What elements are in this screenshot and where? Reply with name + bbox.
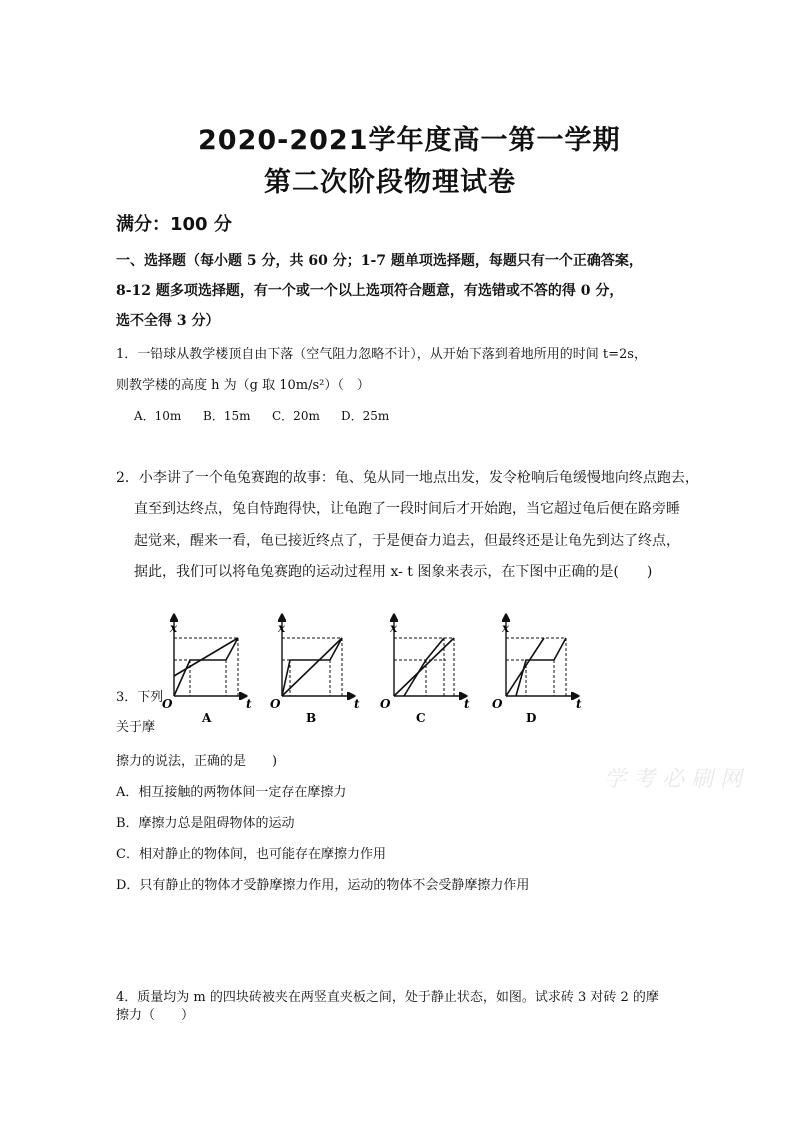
graph-b-t-axis-label: t <box>354 697 360 711</box>
q3-prefix-line2: 关于摩 <box>116 720 156 735</box>
q1-line1: 1．一铅球从教学楼顶自由下落（空气阻力忽略不计），从开始下落到着地所用的时间 t=2s， <box>116 347 647 362</box>
section1-line1: 一、选择题（每小题 5 分，共 60 分；1-7 题单项选择题，每题只有一个正确答案， <box>116 253 643 269</box>
graph-d-x-axis-label: x <box>502 621 510 635</box>
graph-a-x-axis-label: x <box>170 621 178 635</box>
q3-option-b: B．摩擦力总是阻碍物体的运动 <box>116 816 295 831</box>
graph-a-origin: O <box>162 697 173 711</box>
graph-c <box>394 615 466 696</box>
graph-d-t-axis-label: t <box>576 697 582 711</box>
graph-d <box>506 615 578 696</box>
graph-b <box>282 615 354 696</box>
xt-graphs-figure <box>160 610 590 735</box>
q3-stem: 擦力的说法，正确的是 ) <box>116 754 278 769</box>
exam-title-line2: 第二次阶段物理试卷 <box>264 167 516 198</box>
q2-line2: 直至到达终点，兔自恃跑得快，让龟跑了一段时间后才开始跑，当它超过龟后便在路旁睡 <box>134 501 680 517</box>
q3-prefix-line1: 3．下列 <box>116 690 164 705</box>
graph-b-origin: O <box>270 697 281 711</box>
graph-d-origin: O <box>492 697 503 711</box>
q1-option-d: D．25m <box>341 409 390 423</box>
q2-line4: 据此，我们可以将龟兔赛跑的运动过程用 x- t 图象来表示，在下图中正确的是( ) <box>134 564 653 580</box>
exam-title-line1: 2020-2021学年度高一第一学期 <box>198 125 621 156</box>
q2-line3: 起觉来，醒来一看，龟已接近终点了，于是便奋力追去，但最终还是让龟先到达了终点， <box>134 533 680 549</box>
q3-option-a: A．相互接触的两物体间一定存在摩擦力 <box>116 785 347 800</box>
q1-option-a: A．10m <box>134 409 182 423</box>
section1-line2: 8-12 题多项选择题，有一个或一个以上选项符合题意，有选错或不答的得 0 分， <box>116 283 624 299</box>
q3-option-c: C．相对静止的物体间，也可能存在摩擦力作用 <box>116 847 386 862</box>
q1-option-c: C．20m <box>272 409 320 423</box>
graph-b-caption: B <box>306 711 317 725</box>
graph-c-t-axis-label: t <box>464 697 470 711</box>
graph-d-caption: D <box>526 711 537 725</box>
watermark: 学 考 必 刷 网 <box>604 767 742 792</box>
graph-a-t-axis-label: t <box>246 697 252 711</box>
section1-line3: 选不全得 3 分） <box>116 313 220 329</box>
full-score: 满分：100 分 <box>116 214 232 235</box>
q4-line1: 4．质量均为 m 的四块砖被夹在两竖直夹板之间，处于静止状态，如图。试求砖 3 对砖 2 的摩 <box>116 990 659 1005</box>
graph-b-x-axis-label: x <box>278 621 286 635</box>
graph-c-origin: O <box>380 697 391 711</box>
graph-a <box>174 615 246 696</box>
graph-a-caption: A <box>202 711 212 725</box>
q2-line1: 2．小李讲了一个龟兔赛跑的故事：龟、兔从同一地点出发，发令枪响后龟缓慢地向终点跑去， <box>116 470 699 486</box>
q1-line2: 则教学楼的高度 h 为（g 取 10m/s²）（ ） <box>116 378 370 393</box>
q1-option-b: B．15m <box>203 409 251 423</box>
graph-c-caption: C <box>416 711 426 725</box>
q4-line2: 擦力（ ） <box>116 1008 195 1023</box>
graph-c-x-axis-label: x <box>390 621 398 635</box>
q3-option-d: D．只有静止的物体才受静摩擦力作用，运动的物体不会受静摩擦力作用 <box>116 878 530 893</box>
